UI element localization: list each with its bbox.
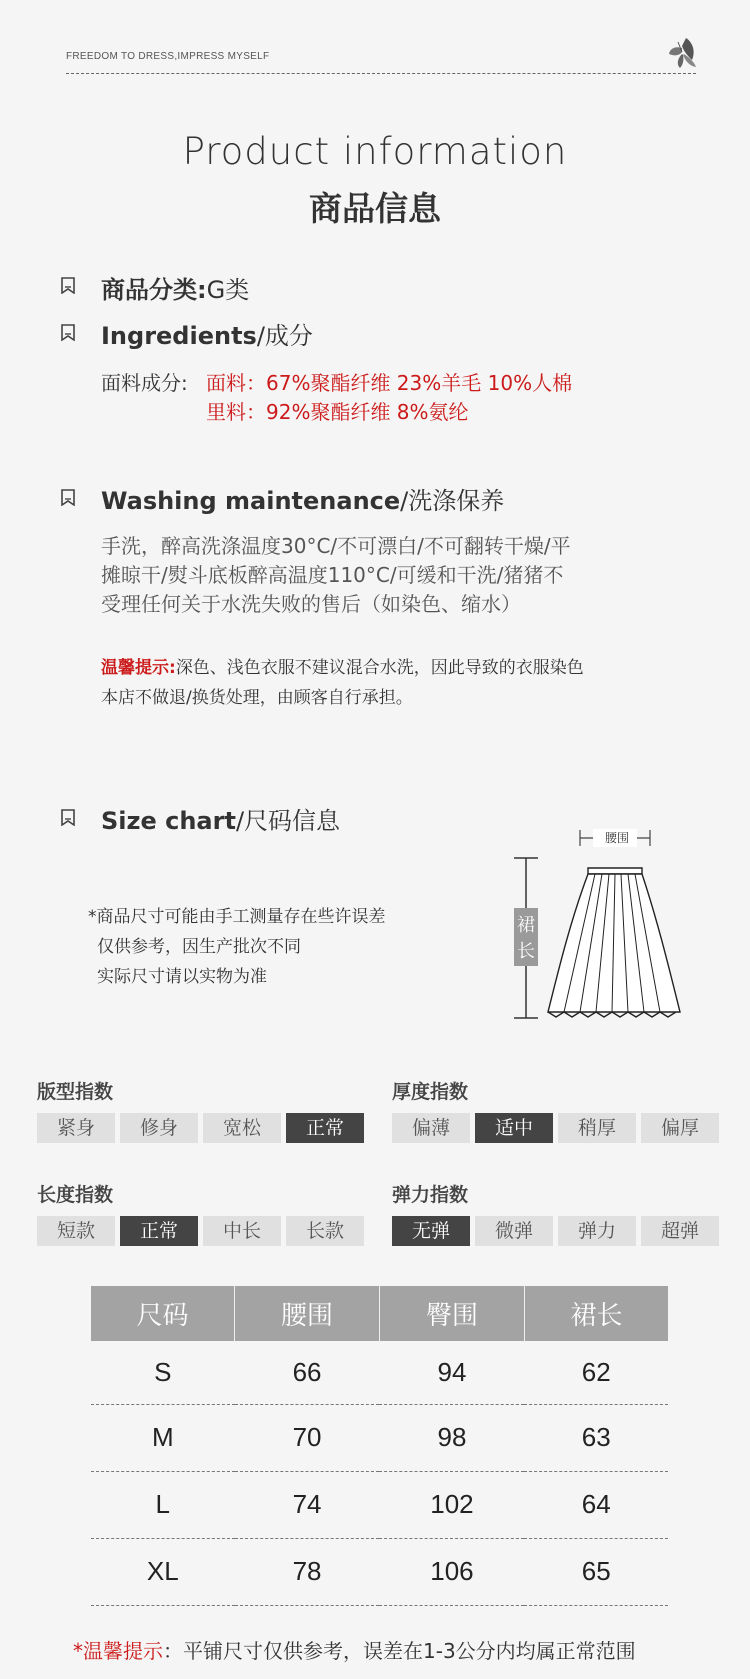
table-cell: 66: [235, 1341, 380, 1404]
length-index: [37, 1216, 364, 1246]
table-row: [91, 1471, 668, 1538]
category-row: [101, 270, 249, 305]
table-row: [91, 1341, 668, 1404]
length-option: 正常: [120, 1216, 198, 1246]
size-chart-title-cn: /尺码信息: [235, 807, 341, 835]
fabric-outer: 面料：67%聚酯纤维 23%羊毛 10%人棉: [206, 371, 573, 395]
table-cell: L: [91, 1471, 235, 1538]
table-cell: 94: [379, 1341, 524, 1404]
table-cell: 98: [379, 1404, 524, 1471]
size-chart-title-en: Size chart: [101, 807, 236, 835]
thickness-option: 偏厚: [641, 1113, 719, 1143]
page-title-cn: 商品信息: [309, 189, 441, 228]
size-chart-heading: [101, 801, 340, 836]
washing-instructions: [101, 532, 571, 619]
slogan: FREEDOM TO DRESS,IMPRESS MYSELF: [66, 51, 270, 62]
ingredients-heading: [101, 316, 313, 351]
bookmark-icon: [60, 324, 76, 341]
tip-line: 深色、浅色衣服不建议混合水洗，因此导致的衣服染色: [175, 658, 584, 678]
table-cell: 78: [235, 1538, 380, 1605]
length-index-title: 长度指数: [37, 1184, 114, 1206]
thickness-index-title: 厚度指数: [392, 1081, 469, 1103]
table-cell: 70: [235, 1404, 380, 1471]
table-cell: 106: [379, 1538, 524, 1605]
length-option: 长款: [286, 1216, 364, 1246]
length-label: [514, 913, 538, 965]
elasticity-option: 微弹: [475, 1216, 553, 1246]
size-note: 实际尺寸请以实物为准: [97, 967, 267, 987]
length-label-char: 长: [517, 941, 535, 962]
size-note: *商品尺寸可能由手工测量存在些许误差: [88, 907, 386, 927]
footer-tip: [73, 1635, 636, 1664]
length-option: 短款: [37, 1216, 115, 1246]
table-cell: 64: [524, 1471, 668, 1538]
table-header-cell: 臀围: [379, 1286, 524, 1341]
table-cell: 63: [524, 1404, 668, 1471]
bookmark-icon: [60, 277, 76, 294]
table-cell: 62: [524, 1341, 668, 1404]
elasticity-option: 无弹: [392, 1216, 470, 1246]
length-option: 中长: [203, 1216, 281, 1246]
header-divider: [66, 73, 696, 74]
fit-index: [37, 1113, 364, 1143]
washing-title-en: Washing maintenance: [101, 487, 401, 515]
washing-title-cn: /洗涤保养: [400, 487, 505, 515]
table-header-cell: 尺码: [91, 1286, 235, 1341]
page-title-en: Product information: [182, 130, 568, 173]
thickness-option: 稍厚: [558, 1113, 636, 1143]
table-cell: XL: [91, 1538, 235, 1605]
butterfly-logo-icon: [666, 34, 700, 70]
table-cell: 74: [235, 1471, 380, 1538]
category-label: 商品分类:: [101, 276, 207, 304]
table-header-cell: 腰围: [235, 1286, 380, 1341]
washing-tip: [101, 653, 584, 713]
tip-label: 温馨提示:: [101, 658, 176, 678]
table-header-row: [91, 1286, 668, 1341]
table-cell: M: [91, 1404, 235, 1471]
footer-tip-label: *温馨提示: [73, 1639, 163, 1663]
category-value: G类: [206, 276, 250, 304]
ingredients-title-cn: /成分: [256, 322, 313, 350]
ingredients-title-en: Ingredients: [101, 322, 257, 350]
elasticity-index: [392, 1216, 719, 1246]
table-cell: 102: [379, 1471, 524, 1538]
washing-line: 受理任何关于水洗失败的售后（如染色、缩水）: [101, 592, 521, 616]
footer-tip-text: ：平铺尺寸仅供参考，误差在1-3公分内均属正常范围: [163, 1639, 636, 1663]
washing-heading: [101, 481, 504, 516]
size-notes: [88, 902, 386, 992]
skirt-icon: [548, 868, 680, 1017]
elasticity-index-title: 弹力指数: [392, 1184, 469, 1206]
washing-line: 摊晾干/熨斗底板醉高温度110°C/可缓和干洗/猪猪不: [101, 563, 564, 587]
bookmark-icon: [60, 489, 76, 506]
washing-line: 手洗，醉高洗涤温度30°C/不可漂白/不可翻转干燥/平: [101, 534, 571, 558]
thickness-index: [392, 1113, 719, 1143]
fabric-label: 面料成分:: [101, 371, 188, 395]
table-cell: S: [91, 1341, 235, 1404]
fabric-lining: 里料：92%聚酯纤维 8%氨纶: [206, 400, 469, 424]
size-table: [91, 1286, 668, 1606]
elasticity-option: 超弹: [641, 1216, 719, 1246]
table-row: [91, 1404, 668, 1471]
table-row: [91, 1538, 668, 1605]
fit-option: 宽松: [203, 1113, 281, 1143]
tip-line: 本店不做退/换货处理，由顾客自行承担。: [101, 688, 413, 708]
table-header-cell: 裙长: [524, 1286, 668, 1341]
thickness-option: 偏薄: [392, 1113, 470, 1143]
table-cell: 65: [524, 1538, 668, 1605]
elasticity-option: 弹力: [558, 1216, 636, 1246]
bookmark-icon: [60, 809, 76, 826]
waist-label: 腰围: [604, 831, 629, 845]
length-label-char: 裙: [517, 915, 535, 936]
thickness-option: 适中: [475, 1113, 553, 1143]
fit-option: 紧身: [37, 1113, 115, 1143]
fit-option: 正常: [286, 1113, 364, 1143]
size-note: 仅供参考，因生产批次不同: [97, 937, 301, 957]
fit-index-title: 版型指数: [37, 1081, 114, 1103]
fit-option: 修身: [120, 1113, 198, 1143]
